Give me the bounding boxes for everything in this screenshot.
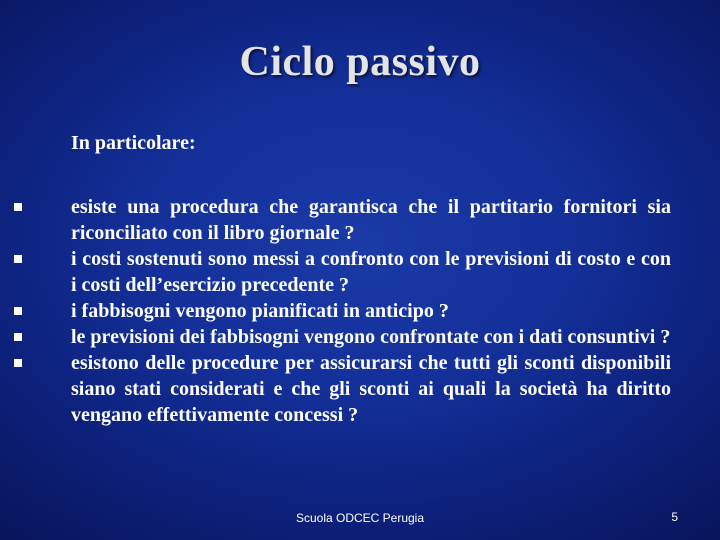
bullet-item-2 — [71, 246, 671, 298]
square-bullet-icon — [14, 333, 22, 341]
footer-organization: Scuola ODCEC Perugia — [295, 511, 425, 525]
bullet-item-1 — [71, 194, 671, 246]
bullet-text: i costi sostenuti sono messi a confronto con le previsioni di costo e con i costi dell’esercizio precedente ? — [71, 248, 671, 296]
bullet-item-3 — [71, 298, 671, 324]
bullet-text: le previsioni dei fabbisogni vengono confrontate con i dati consuntivi ? — [71, 326, 671, 348]
slide-title: Ciclo passivo — [239, 39, 481, 85]
bullet-item-5 — [71, 350, 671, 428]
square-bullet-icon — [14, 255, 22, 263]
bullet-item-4 — [71, 324, 671, 350]
square-bullet-icon — [14, 359, 22, 367]
square-bullet-icon — [14, 307, 22, 315]
bullet-text: esistono delle procedure per assicurarsi che tutti gli sconti disponibili siano stati considerati e che gli sconti ai quali la società ha diritto vengano effettivamente concessi ? — [71, 352, 671, 426]
bullet-text: esiste una procedura che garantisca che il partitario fornitori sia riconciliato con il libro giornale ? — [71, 196, 671, 244]
page-number: 5 — [671, 510, 678, 524]
square-bullet-icon — [14, 203, 22, 211]
bullet-list — [0, 194, 720, 428]
slide-intro: In particolare: — [71, 132, 196, 154]
bullet-text: i fabbisogni vengono pianificati in anticipo ? — [71, 300, 449, 322]
